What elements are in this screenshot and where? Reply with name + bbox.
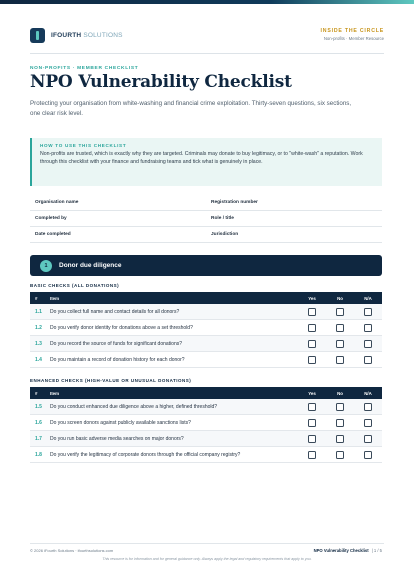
checklist-row (30, 431, 382, 447)
yes-cell (298, 403, 326, 411)
footer-divider (30, 543, 384, 544)
intro-text: Protecting your organisation from white-washing and financial crime exploitation. Thirty-seven questions, six sections, one clear risk level. (30, 100, 352, 117)
eyebrow-label: NON-PROFITS · MEMBER CHECKLIST (30, 66, 139, 71)
logo-text (51, 32, 123, 39)
item-number: 1.7 (35, 435, 42, 442)
no-checkbox[interactable] (336, 451, 344, 459)
item-number: 1.8 (35, 451, 42, 458)
item-question: Do you verify donor identity for donations above a set threshold? (50, 324, 193, 331)
yes-checkbox[interactable] (308, 435, 316, 443)
item-number: 1.6 (35, 419, 42, 426)
registration-number-field[interactable]: Registration number (211, 200, 258, 205)
no-checkbox[interactable] (336, 419, 344, 427)
col-yes: Yes (308, 390, 316, 396)
basic-checks-heading: BASIC CHECKS (ALL DONATIONS) (30, 283, 120, 288)
completed-by-field[interactable]: Completed by (35, 216, 67, 221)
yes-checkbox[interactable] (308, 340, 316, 348)
na-checkbox[interactable] (364, 356, 372, 364)
yes-checkbox[interactable] (308, 308, 316, 316)
organisation-details (30, 195, 382, 243)
page-title: NPO Vulnerability Checklist (30, 72, 292, 92)
section-number-badge: 1 (40, 260, 52, 272)
col-na: N/A (364, 390, 372, 396)
na-cell (354, 324, 382, 332)
yes-cell (298, 308, 326, 316)
yes-cell (298, 435, 326, 443)
footer-doc-title (314, 548, 382, 553)
item-question: Do you collect full name and contact details for all donors? (50, 308, 180, 315)
col-number: # (35, 295, 38, 301)
na-cell (354, 419, 382, 427)
item-number: 1.4 (35, 356, 42, 363)
section-header (30, 255, 382, 276)
meta-row (30, 195, 382, 211)
top-accent-bar (0, 0, 414, 4)
yes-cell (298, 340, 326, 348)
yes-cell (298, 324, 326, 332)
na-checkbox[interactable] (364, 435, 372, 443)
col-item: Item (50, 390, 60, 396)
how-to-body: Non-profits are trusted, which is exactly why they are targeted. Criminals may donate to buy legitimacy, or to "white-wash" a reputation. Work through this checklist with your finance and fundraising teams and tick what is genuinely in place. (40, 151, 363, 165)
header-right-subtitle: Non-profits · Member Resource (323, 36, 384, 41)
yes-cell (298, 451, 326, 459)
footer-copyright: © 2026 iFourth Solutions · ifourthsolutions.com (30, 548, 114, 553)
page-number: | 1 / 5 (371, 548, 382, 553)
no-checkbox[interactable] (336, 356, 344, 364)
na-checkbox[interactable] (364, 308, 372, 316)
na-cell (354, 403, 382, 411)
yes-checkbox[interactable] (308, 356, 316, 364)
item-number: 1.1 (35, 308, 42, 315)
item-question: Do you maintain a record of donation history for each donor? (50, 356, 185, 363)
yes-cell (298, 419, 326, 427)
checklist-row (30, 304, 382, 320)
col-number: # (35, 390, 38, 396)
checklist-row (30, 352, 382, 368)
item-question: Do you screen donors against publicly available sanctions lists? (50, 419, 191, 426)
logo-icon (30, 28, 45, 43)
na-checkbox[interactable] (364, 324, 372, 332)
meta-row (30, 227, 382, 243)
item-number: 1.2 (35, 324, 42, 331)
yes-cell (298, 356, 326, 364)
logo-light: SOLUTIONS (83, 32, 123, 39)
header-right-title: INSIDE THE CIRCLE (320, 28, 384, 34)
col-no: No (337, 295, 343, 301)
no-checkbox[interactable] (336, 403, 344, 411)
header-right (321, 28, 384, 41)
checklist-row (30, 447, 382, 463)
yes-checkbox[interactable] (308, 451, 316, 459)
na-cell (354, 435, 382, 443)
checklist-row (30, 415, 382, 431)
logo-bold: IFOURTH (51, 32, 82, 39)
na-cell (354, 340, 382, 348)
na-checkbox[interactable] (364, 451, 372, 459)
col-no: No (337, 390, 343, 396)
how-to-callout (30, 138, 382, 186)
no-checkbox[interactable] (336, 308, 344, 316)
checklist-row (30, 320, 382, 336)
col-na: N/A (364, 295, 372, 301)
col-item: Item (50, 295, 60, 301)
na-cell (354, 308, 382, 316)
how-to-title: HOW TO USE THIS CHECKLIST (40, 143, 127, 148)
role-title-field[interactable]: Role / title (211, 216, 234, 221)
no-cell (326, 356, 354, 364)
table-header (30, 387, 382, 399)
meta-row (30, 211, 382, 227)
no-cell (326, 340, 354, 348)
item-question: Do you run basic adverse media searches on major donors? (50, 435, 184, 442)
enhanced-checks-heading: ENHANCED CHECKS (HIGH-VALUE OR UNUSUAL DONATIONS) (30, 378, 192, 383)
footer-title: NPO Vulnerability Checklist (313, 548, 369, 553)
enhanced-checks-table (30, 387, 382, 463)
yes-checkbox[interactable] (308, 324, 316, 332)
na-cell (354, 356, 382, 364)
yes-checkbox[interactable] (308, 403, 316, 411)
na-checkbox[interactable] (364, 403, 372, 411)
item-question: Do you record the source of funds for significant donations? (50, 340, 183, 347)
na-checkbox[interactable] (364, 340, 372, 348)
no-cell (326, 419, 354, 427)
page-header (30, 26, 384, 54)
section-title: Donor due diligence (59, 262, 122, 269)
no-cell (326, 324, 354, 332)
footer-disclaimer: This resource is for information and for general guidance only. Always apply the legal and regulatory requirements that apply to you. (102, 557, 312, 561)
no-cell (326, 451, 354, 459)
header-divider (30, 53, 384, 54)
checklist-row (30, 336, 382, 352)
col-yes: Yes (308, 295, 316, 301)
no-checkbox[interactable] (336, 324, 344, 332)
item-question: Do you conduct enhanced due diligence above a higher, defined threshold? (50, 403, 218, 410)
yes-checkbox[interactable] (308, 419, 316, 427)
jurisdiction-field[interactable]: Jurisdiction (211, 232, 239, 237)
item-number: 1.5 (35, 403, 42, 410)
brand-logo (30, 28, 123, 43)
no-checkbox[interactable] (336, 435, 344, 443)
no-cell (326, 308, 354, 316)
basic-checks-table (30, 292, 382, 368)
item-number: 1.3 (35, 340, 42, 347)
date-completed-field[interactable]: Date completed (35, 232, 71, 237)
na-cell (354, 451, 382, 459)
no-checkbox[interactable] (336, 340, 344, 348)
organisation-name-field[interactable]: Organisation name (35, 200, 79, 205)
no-cell (326, 435, 354, 443)
no-cell (326, 403, 354, 411)
table-header (30, 292, 382, 304)
na-checkbox[interactable] (364, 419, 372, 427)
item-question: Do you verify the legitimacy of corporate donors through the official company registry? (50, 451, 241, 458)
checklist-row (30, 399, 382, 415)
